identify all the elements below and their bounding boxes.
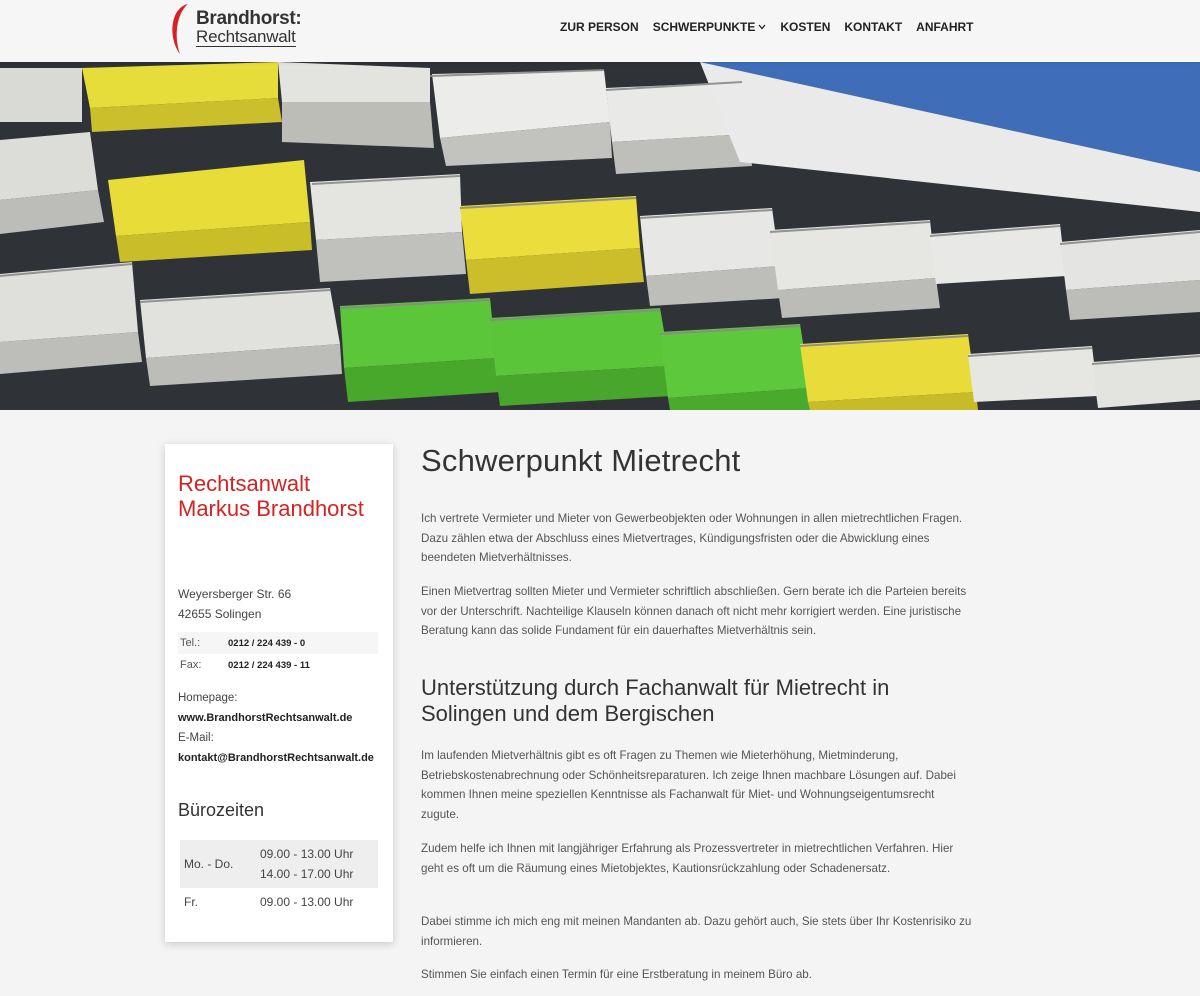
logo-subtitle: Rechtsanwalt bbox=[196, 27, 296, 46]
hours-time: 09.00 - 13.00 Uhr bbox=[260, 895, 354, 909]
site-header bbox=[0, 0, 1200, 62]
web-contact bbox=[178, 688, 380, 768]
hours-title: Bürozeiten bbox=[178, 800, 265, 820]
logo[interactable] bbox=[166, 2, 306, 54]
hours-times bbox=[260, 888, 353, 916]
tel-label: Tel.: bbox=[180, 637, 201, 649]
hours-day: Fr. bbox=[184, 895, 198, 909]
email-label: E-Mail: bbox=[178, 732, 214, 744]
nav-kontakt[interactable]: KONTAKT bbox=[844, 20, 903, 34]
paragraph-3: Im laufenden Mietverhältnis gibt es oft Fragen zu Themen wie Mieterhöhung, Mietminderung, Betriebskostenabrechnung oder Schönheitsreparaturen. Ich zeige Ihnen machbare Lösungen auf. Dabei kommen Ihnen meine speziellen Kenntnisse als Fachanwalt für Miet- und Wohnungseigentumsrecht zugute. bbox=[421, 749, 956, 821]
hours-time: 14.00 - 17.00 Uhr bbox=[260, 867, 354, 881]
nav-zur-person[interactable]: ZUR PERSON bbox=[560, 20, 639, 34]
section-subtitle: Unterstützung durch Fachanwalt für Mietrecht in Solingen und dem Bergischen bbox=[421, 675, 890, 726]
paragraph-4: Zudem helfe ich Ihnen mit langjähriger Erfahrung als Prozessvertreter in mietrechtlichen Verfahren. Hier geht es oft um die Räumung eines Mietobjektes, Kautionsrückzahlung oder Schadenersatz. bbox=[421, 842, 954, 875]
page-title: Schwerpunkt Mietrecht bbox=[421, 443, 741, 478]
paragraph-2: Einen Mietvertrag sollten Mieter und Vermieter schriftlich abschließen. Gern berate ich die Parteien bereits vor der Unterschrift. Nachteilige Klauseln können danach oft nicht mehr korrigiert werden. Eine juristische Beratung kann das solide Fundament für ein dauerhaftes Mietverhältnis sein. bbox=[421, 585, 967, 637]
contact-card bbox=[165, 444, 393, 942]
hero-balconies-illustration bbox=[0, 62, 1200, 410]
homepage-link[interactable]: www.BrandhorstRechtsanwalt.de bbox=[178, 712, 353, 724]
main-nav bbox=[560, 20, 987, 34]
tel-number[interactable]: 0212 / 224 439 - 0 bbox=[228, 637, 306, 649]
address-street: Weyersberger Str. 66 bbox=[178, 587, 292, 601]
hours-table bbox=[180, 840, 378, 916]
homepage-label: Homepage: bbox=[178, 692, 238, 704]
logo-name: Brandhorst: bbox=[196, 8, 302, 29]
address-city: 42655 Solingen bbox=[178, 607, 262, 621]
paragraph-1: Ich vertrete Vermieter und Mieter von Gewerbeobjekten oder Wohnungen in allen mietrechtlichen Fragen. Dazu zählen etwa der Abschluss eines Mietvertrages, Kündigungsfristen oder die Abwicklung eines beendeten Mietverhältnisses. bbox=[421, 512, 963, 564]
hours-row bbox=[180, 888, 378, 916]
fax-label: Fax: bbox=[180, 659, 202, 671]
logo-arc-icon bbox=[166, 2, 196, 56]
address bbox=[178, 584, 291, 624]
fax-number: 0212 / 224 439 - 11 bbox=[228, 659, 310, 671]
nav-anfahrt[interactable]: ANFAHRT bbox=[916, 20, 974, 34]
email-link[interactable]: kontakt@BrandhorstRechtsanwalt.de bbox=[178, 752, 374, 764]
fax-row bbox=[178, 654, 378, 676]
hours-row bbox=[180, 840, 378, 888]
hours-time: 09.00 - 13.00 Uhr bbox=[260, 847, 354, 861]
hero-image bbox=[0, 62, 1200, 410]
nav-kosten[interactable]: KOSTEN bbox=[780, 20, 831, 34]
hours-day: Mo. - Do. bbox=[184, 857, 234, 871]
nav-schwerpunkte[interactable]: SCHWERPUNKTE bbox=[653, 20, 767, 34]
paragraph-5: Dabei stimme ich mich eng mit meinen Mandanten ab. Dazu gehört auch, Sie stets über Ihr Kostenrisiko zu informieren. bbox=[421, 915, 972, 948]
main-content bbox=[421, 440, 973, 981]
card-title: Rechtsanwalt Markus Brandhorst bbox=[178, 471, 364, 521]
chevron-down-icon bbox=[758, 24, 766, 30]
phone-row bbox=[178, 632, 378, 654]
paragraph-6: Stimmen Sie einfach einen Termin für eine Erstberatung in meinem Büro ab. bbox=[421, 968, 812, 981]
phone-table bbox=[178, 632, 378, 676]
hours-times bbox=[260, 840, 353, 888]
